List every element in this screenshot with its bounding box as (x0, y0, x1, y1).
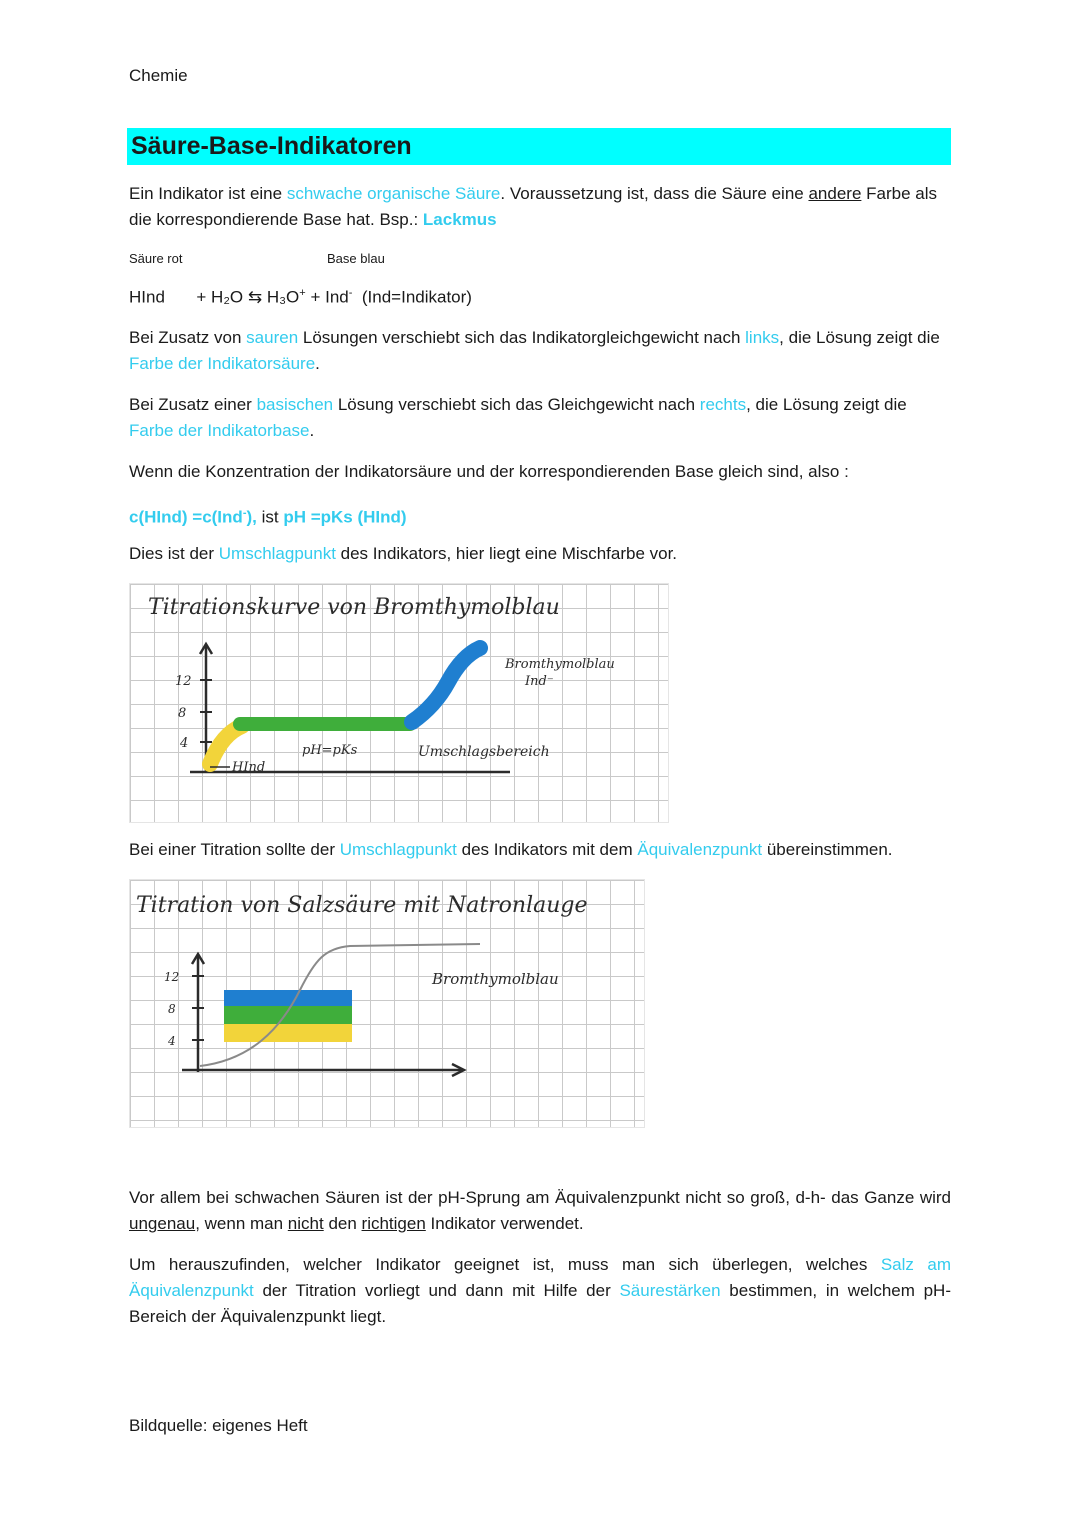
text: Ein Indikator ist eine (129, 184, 287, 203)
label-hind: HInd (232, 760, 266, 775)
band-blue (224, 990, 352, 1006)
eq-sup: - (348, 287, 353, 299)
text: Bei Zusatz von (129, 328, 247, 347)
formula-c: c(HInd) =c(Ind (129, 507, 243, 527)
y-tick-8: 8 (178, 706, 187, 721)
subject-header: Chemie (129, 66, 188, 85)
footer-source: Bildquelle: eigenes Heft (129, 1416, 308, 1435)
sketch-2-drawing (130, 880, 644, 1127)
text: des Indikators mit dem (456, 840, 638, 859)
text: Um herauszufinden, welcher Indikator geeignet ist, muss man sich überlegen, welches (129, 1255, 881, 1274)
label-ph-pks: pH=pKs (302, 743, 358, 758)
highlight: Säurestärken (619, 1281, 721, 1300)
paragraph-weak-acids (129, 1185, 951, 1237)
label-umschlagsbereich: Umschlagsbereich (418, 744, 550, 760)
text: bestimmen, in welchem pH-Bereich der Äquivalenzpunkt liegt. (129, 1281, 951, 1326)
eq-hydronium: H₃O (266, 287, 300, 307)
label-bromthymolblau: Bromthymolblau (505, 657, 615, 672)
text: Lösungen verschiebt sich das Indikatorgleichgewicht nach (298, 328, 746, 347)
text: Indikator verwendet. (425, 1214, 584, 1233)
text: übereinstimmen. (762, 840, 893, 859)
sketch-1-drawing (130, 584, 668, 822)
eq-water: + H₂O (196, 287, 244, 307)
eq-sup: + (299, 287, 306, 299)
y-tick-4: 4 (180, 736, 189, 751)
highlight: Äquivalenzpunkt (637, 840, 763, 859)
text: der Titration vorliegt und dann mit Hilfe der (253, 1281, 620, 1300)
sketch-1-title: Titrationskurve von Bromthymolblau (148, 595, 560, 620)
underline: richtigen (361, 1214, 426, 1233)
text: , wenn man (195, 1214, 288, 1233)
text: den (323, 1214, 362, 1233)
band-green (224, 1006, 352, 1024)
label-ind: Ind⁻ (525, 674, 554, 689)
text: Dies ist der (129, 544, 219, 563)
highlight: basischen (256, 395, 334, 414)
text: . (309, 421, 315, 440)
sketch-titration-hcl-naoh (129, 879, 645, 1128)
text: Bei einer Titration sollte der (129, 840, 340, 859)
curve-segment-blue (412, 648, 480, 722)
paragraph-equivalence (129, 837, 951, 863)
paragraph-basic (129, 392, 951, 444)
highlight: Farbe der Indikatorsäure (129, 354, 316, 373)
formula-c-end: ), (246, 507, 257, 527)
sketch-2-title: Titration von Salzsäure mit Natronlauge (136, 893, 588, 918)
text: Farbe als die korrespondierende Base hat. Bsp.: (129, 184, 937, 229)
highlight-weak-acid: schwache organische Säure (286, 184, 501, 203)
text: , die Lösung zeigt die (779, 328, 940, 347)
equation (129, 287, 472, 308)
text: Lösung verschiebt sich das Gleichgewicht nach (333, 395, 700, 414)
y-tick-12: 12 (175, 674, 192, 689)
label-acid-red: Säure rot (129, 251, 183, 266)
equilibrium-arrow-icon: ⇆ (247, 287, 263, 307)
text: . Voraussetzung ist, dass die Säure eine (500, 184, 809, 203)
highlight: Umschlagpunkt (218, 544, 336, 563)
highlight-lackmus: Lackmus (422, 210, 497, 229)
band-yellow (224, 1024, 352, 1042)
paragraph-transition-point (129, 541, 951, 567)
underline: nicht (287, 1214, 324, 1233)
text: , die Lösung zeigt die (746, 395, 907, 414)
text: ist (256, 507, 284, 527)
formula-sup: - (242, 507, 247, 519)
text: des Indikators, hier liegt eine Mischfarbe vor. (335, 544, 678, 563)
underline: ungenau (129, 1214, 196, 1233)
text: Vor allem bei schwachen Säuren ist der pH-Sprung am Äquivalenzpunkt nicht so groß, d-h- das Ganze wird (129, 1188, 951, 1207)
underline-andere: andere (808, 184, 862, 203)
paragraph-indicator-choice (129, 1252, 951, 1330)
paragraph-concentration: Wenn die Konzentration der Indikatorsäure und der korrespondierenden Base gleich sind, also : (129, 462, 849, 481)
curve-segment-yellow (210, 726, 242, 764)
highlight: links (745, 328, 780, 347)
eq-note: (Ind=Indikator) (352, 287, 472, 307)
label-base-blue: Base blau (327, 251, 385, 266)
label-bromthymolblau: Bromthymolblau (432, 970, 559, 988)
y-tick-4: 4 (168, 1034, 176, 1048)
highlight: rechts (699, 395, 747, 414)
paragraph-formula (129, 500, 951, 531)
paragraph-intro (129, 181, 951, 233)
formula-ph: pH =pKs (HInd) (283, 507, 407, 527)
text: . (315, 354, 320, 373)
highlight: Salz am Äquivalenzpunkt (129, 1255, 951, 1300)
sketch-titration-curve-bromothymol (129, 583, 669, 823)
y-tick-8: 8 (168, 1002, 176, 1016)
eq-ind: + Ind (305, 287, 349, 307)
paragraph-acidic (129, 325, 951, 377)
title-bar (127, 128, 951, 165)
highlight: Umschlagpunkt (339, 840, 457, 859)
text: Bei Zusatz einer (129, 395, 257, 414)
y-tick-12: 12 (164, 970, 180, 984)
highlight: sauren (246, 328, 299, 347)
page-title: Säure-Base-Indikatoren (131, 132, 412, 160)
highlight: Farbe der Indikatorbase (129, 421, 310, 440)
eq-hind: HInd (129, 287, 165, 307)
